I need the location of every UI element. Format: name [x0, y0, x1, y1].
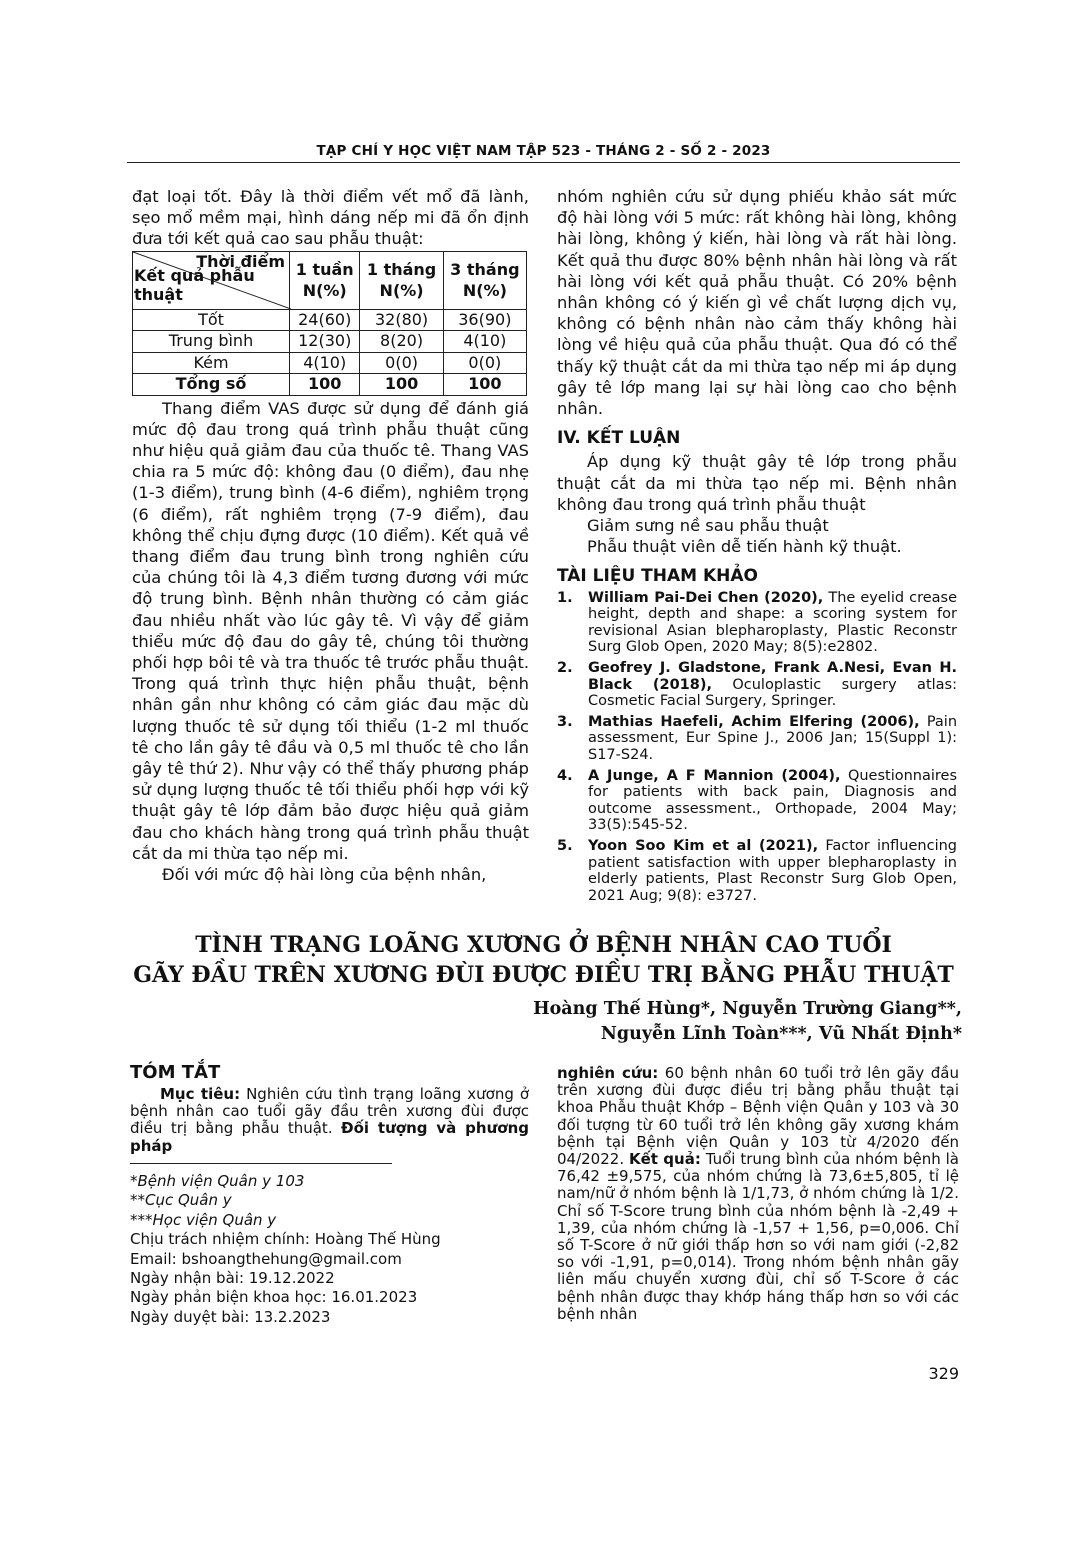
reference-list	[557, 590, 957, 905]
objective-label: Mục tiêu:	[160, 1085, 241, 1103]
column-header: 1 tháng N(%)	[360, 251, 443, 309]
author-line: Nguyễn Lĩnh Toàn***, Vũ Nhất Định*	[600, 1024, 962, 1044]
table-corner-cell	[133, 251, 290, 309]
results-label: Kết quả:	[628, 1150, 701, 1169]
footnote-rule	[130, 1163, 392, 1164]
reference-item: 3. Mathias Haefeli, Achim Elfering (2006), Pain assessment, Eur Spine J., 2006 Jan; 15(Suppl 1): S17-S24.	[557, 713, 958, 763]
reference-item: 4. A Junge, A F Mannion (2004), Questionnaires for patients with back pain, Diagnosis and outcome assessment., Orthopade, 2004 May; 33(5):545-52.	[557, 767, 958, 834]
intro-paragraph: đạt loại tốt. Đây là thời điểm vết mổ đã lành, sẹo mổ mềm mại, hình dáng nếp mi đã ổn định đưa tới kết quả cao sau phẫu thuật:	[132, 187, 529, 249]
vas-paragraph: Thang điểm VAS được sử dụng để đánh giá mức độ đau trong quá trình phẫu thuật cũng như hiệu quả giảm đau của thuốc tê. Thang VAS chia ra 5 mức độ: không đau (0 điểm), đau nhẹ (1-3 điểm), trung bình (4-6 điểm), nghiêm trọng (6 điểm), rất nghiêm trọng (7-9 điểm), đau không thể chịu đựng được (10 điểm). Kết quả về thang điểm đau trung bình trong nghiên cứu của chúng tôi là 4,3 điểm tương đương với mức độ trung bình. Bệnh nhân thường có cảm giác đau nhiều nhất vào lúc gây tê. Vì vậy để giảm thiểu mức độ đau do gây tê, chúng tôi thường phối hợp bôi tê và tra thuốc tê trước phẫu thuật. Trong quá trình thực hiện phẫu thuật, bệnh nhân gần như không có cảm giác đau mặc dù lượng thuốc tê sử dụng tối thiểu (1-2 ml thuốc tê cho lần gây tê đầu và 0,5 ml thuốc tê cho lần gây tê thứ 2). Như vậy có thể thấy phương pháp sử dụng lượng thuốc tê tối thiểu phối hợp với kỹ thuật gây tê lớp đảm bảo được hiệu quả giảm đau cho khách hàng trong quá trình phẫu thuật cắt da mi thừa tạo nếp mi.	[132, 398, 529, 863]
subjects-label: Đối tượng và phương pháp	[130, 1119, 529, 1155]
row-label: Tổng số	[133, 374, 290, 396]
review-date: Ngày phản biện khoa học: 16.01.2023	[130, 1288, 418, 1307]
affiliation: *Bệnh viện Quân y 103	[130, 1172, 305, 1190]
title-line: TÌNH TRẠNG LOÃNG XƯƠNG Ở BỆNH NHÂN CAO TUỔI	[195, 932, 892, 958]
responsible-author: Chịu trách nhiệm chính: Hoàng Thế Hùng	[130, 1230, 441, 1249]
accepted-date: Ngày duyệt bài: 13.2.2023	[130, 1307, 331, 1326]
table-cell: 4(10)	[443, 331, 526, 353]
footnotes	[130, 1172, 441, 1327]
author-line: Hoàng Thế Hùng*, Nguyễn Trường Giang**,	[533, 999, 962, 1019]
table-cell: 24(60)	[290, 309, 360, 331]
table-cell: 0(0)	[443, 352, 526, 374]
subjects-label-continued: nghiên cứu:	[557, 1064, 659, 1082]
affiliation: **Cục Quân y	[130, 1191, 232, 1210]
left-column	[132, 186, 529, 885]
table-row	[133, 352, 527, 374]
corner-bottom-label: Kết quả phẫu thuật	[134, 265, 255, 304]
abstract-heading: TÓM TẮT	[130, 1062, 221, 1083]
table-cell: 12(30)	[290, 331, 360, 353]
conclusion-heading: IV. KẾT LUẬN	[557, 428, 681, 449]
journal-header: TẠP CHÍ Y HỌC VIỆT NAM TẬP 523 - THÁNG 2 - SỐ 2 - 2023	[316, 143, 771, 159]
table-cell: 4(10)	[290, 352, 360, 374]
conclusion-paragraph: Phẫu thuật viên dễ tiến hành kỹ thuật.	[587, 537, 902, 557]
table-cell: 100	[290, 374, 360, 396]
page-number: 329	[928, 1364, 959, 1383]
table-cell: 100	[360, 374, 443, 396]
conclusion-paragraph: Áp dụng kỹ thuật gây tê lớp trong phẫu thuật cắt da mi thừa tạo nếp mi. Bệnh nhân không đau trong quá trình phẫu thuật	[557, 452, 957, 514]
table-cell: 100	[443, 374, 526, 396]
table-total-row	[133, 374, 527, 396]
column-header: 1 tuần N(%)	[290, 251, 360, 309]
received-date: Ngày nhận bài: 19.12.2022	[130, 1269, 335, 1288]
results-table	[132, 251, 527, 396]
row-label: Trung bình	[133, 331, 290, 353]
row-label: Kém	[133, 352, 290, 374]
references-heading: TÀI LIỆU THAM KHẢO	[557, 566, 758, 587]
right-column	[557, 186, 957, 908]
table-cell: 0(0)	[360, 352, 443, 374]
affiliation: ***Học viện Quân y	[130, 1210, 277, 1229]
reference-item: 1. William Pai-Dei Chen (2020), The eyelid crease height, depth and shape: a scoring system for revisional Asian blepharoplasty, Plastic Reconstr Surg Glob Open, 2020 May; 8(5):e2802.	[557, 589, 957, 656]
table-cell: 32(80)	[360, 309, 443, 331]
table-row	[133, 309, 527, 331]
table-cell: 36(90)	[443, 309, 526, 331]
satisfaction-continued: nhóm nghiên cứu sử dụng phiếu khảo sát mức độ hài lòng với 5 mức: rất không hài lòng, không hài lòng, không ý kiến, hài lòng và rất hài lòng. Kết quả thu được 80% bệnh nhân hài lòng và rất hài lòng với kết quả phẫu thuật. Có 20% bệnh nhân không có ý kiến gì về chất lượng dịch vụ, không có bệnh nhân nào cảm thấy không hài lòng về hiệu quả của phẫu thuật. Qua đó có thể thấy kỹ thuật cắt da mi thừa tạo nếp mi áp dụng gây tê lớp mang lại sự hài lòng cao cho bệnh nhân.	[557, 187, 957, 419]
abstract-left	[130, 1086, 529, 1155]
conclusion-paragraph: Giảm sưng nề sau phẫu thuật	[587, 516, 829, 536]
abstract-right	[557, 1065, 959, 1323]
subjects-text: 60 bệnh nhân 60 tuổi trở lên gãy đầu trên xương đùi được điều trị bằng phẫu thuật tại khoa Phẫu thuật Khớp – Bệnh viện Quân y 103 và 30 đối tượng từ 60 tuổi trở lên không gãy xương khám bệnh tại Bệnh viện Quân y 103 từ 4/2020 đến 04/2022.	[557, 1064, 959, 1169]
results-text: Tuổi trung bình của nhóm bệnh là 76,42 ±9,575, của nhóm chứng là 73,6±5,805, tỉ lệ nam/nữ ở nhóm bệnh là 1/1,73, ở nhóm chứng là 1/2. Chỉ số T-Score trung bình của nhóm bệnh là -2,49 + 1,39, của nhóm chứng là -1,57 + 1,56, p=0,006. Chỉ số T-Score ở nữ giới thấp hơn so với nam giới (-2,82 so với -1,91, p=0,014). Trong nhóm bệnh nhân gãy liên mấu chuyển xương đùi, chỉ số T-Score ở các bệnh nhân được thay khớp háng thấp hơn so với các bệnh nhân	[557, 1150, 959, 1323]
table-row	[133, 331, 527, 353]
row-label: Tốt	[133, 309, 290, 331]
satisfaction-paragraph: Đối với mức độ hài lòng của bệnh nhân,	[162, 865, 487, 885]
corner-top-label: Thời điểm	[196, 251, 285, 271]
title-line: GÃY ĐẦU TRÊN XƯƠNG ĐÙI ĐƯỢC ĐIỀU TRỊ BẰNG PHẪU THUẬT	[133, 962, 954, 988]
reference-item: 2. Geofrey J. Gladstone, Frank A.Nesi, Evan H. Black (2018), Oculoplastic surgery atlas: Cosmetic Facial Surgery, Springer.	[557, 660, 957, 710]
article-title	[127, 930, 960, 990]
email: Email: bshoangthehung@gmail.com	[130, 1249, 402, 1268]
header-rule	[127, 162, 960, 163]
reference-item: 5. Yoon Soo Kim et al (2021), Factor influencing patient satisfaction with upper blepharoplasty in elderly patients, Plast Reconstr Surg Glob Open, 2021 Aug; 9(8): e3727.	[557, 837, 957, 904]
article-authors	[533, 997, 962, 1047]
column-header: 3 tháng N(%)	[443, 251, 526, 309]
table-cell: 8(20)	[360, 331, 443, 353]
objective-text: Nghiên cứu tình trạng loãng xương ở bệnh nhân cao tuổi gãy đầu trên xương đùi được điều trị bằng phẫu thuật.	[130, 1085, 529, 1138]
